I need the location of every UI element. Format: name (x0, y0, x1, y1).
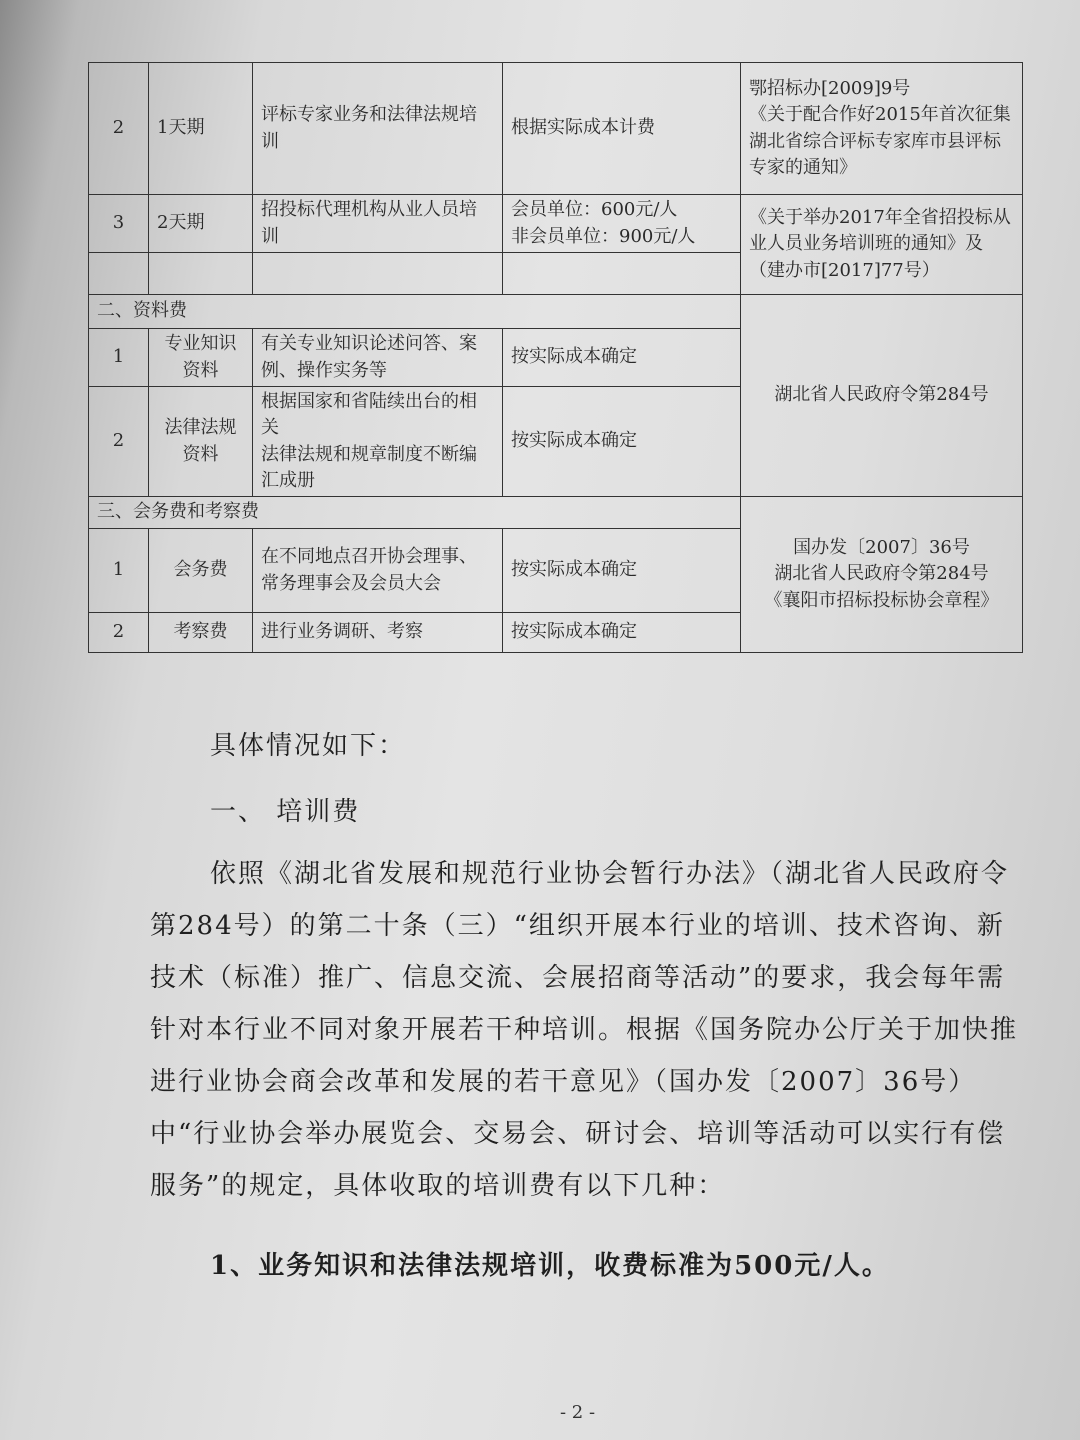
basis-line: 湖北省人民政府令第284号 (774, 563, 989, 585)
fee-table (88, 62, 1023, 653)
row-number: 1 (89, 529, 149, 613)
row-number: 3 (89, 195, 149, 253)
basis-line: 国办发〔2007〕36号 (793, 537, 970, 559)
fee-standard: 根据实际成本计费 (503, 63, 741, 195)
policy-basis (741, 63, 1023, 195)
fee-standard: 按实际成本确定 (503, 387, 741, 497)
section-header-row (89, 295, 1023, 329)
basis-line: 《襄阳市招标投标协会章程》 (764, 589, 999, 611)
policy-basis (741, 497, 1023, 653)
row-number: 1 (89, 329, 149, 387)
fee-item-1: 1、业务知识和法律法规培训，收费标准为500元/人。 (210, 1251, 890, 1281)
row-number: 2 (89, 387, 149, 497)
fee-standard: 按实际成本确定 (503, 529, 741, 613)
row-number: 2 (89, 63, 149, 195)
basis-line: 鄂招标办[2009]9号 (749, 78, 911, 100)
table-row (89, 195, 1023, 253)
basis-line: 《关于配合作好2015年首次征集湖北省综合评标专家库市县评标专家的通知》 (749, 104, 1011, 178)
fee-description (253, 387, 503, 497)
fee-name: 会务费 (149, 529, 253, 613)
training-item: 评标专家业务和法律法规培训 (253, 63, 503, 195)
fee-name: 考察费 (149, 613, 253, 653)
fee-standard: 按实际成本确定 (503, 329, 741, 387)
row-number: 2 (89, 613, 149, 653)
section-title: 二、资料费 (89, 295, 741, 329)
training-item: 招投标代理机构从业人员培训 (253, 195, 503, 253)
section-header-row (89, 497, 1023, 529)
fee-standard (503, 195, 741, 253)
section-title: 三、会务费和考察费 (89, 497, 741, 529)
desc-line: 法律法规和规章制度不断编汇成册 (261, 443, 477, 491)
fee-line: 会员单位：600元/人 (511, 199, 678, 221)
fee-line: 非会员单位：900元/人 (511, 225, 696, 247)
section-heading: 一、 培训费 (210, 797, 361, 827)
fee-standard: 按实际成本确定 (503, 613, 741, 653)
body-text (150, 720, 1020, 1292)
intro-text: 具体情况如下： (210, 731, 407, 761)
policy-basis: 湖北省人民政府令第284号 (741, 295, 1023, 497)
training-period: 2天期 (149, 195, 253, 253)
fee-name: 专业知识资料 (149, 329, 253, 387)
table-row (89, 63, 1023, 195)
training-period: 1天期 (149, 63, 253, 195)
fee-description: 有关专业知识论述问答、案例、操作实务等 (253, 329, 503, 387)
document-page (20, 0, 1080, 1440)
body-paragraph: 依照《湖北省发展和规范行业协会暂行办法》（湖北省人民政府令第284号）的第二十条（三）“组织开展本行业的培训、技术咨询、新技术（标准）推广、信息交流、会展招商等活动”的要求，我会每年需针对本行业不同对象开展若干种培训。根据《国务院办公厅关于加快推进行业协会商会改革和发展的若干意见》（国办发〔2007〕36号）中“行业协会举办展览会、交易会、研讨会、培训等活动可以实行有偿服务”的规定，具体收取的培训费有以下几种： (150, 859, 1019, 1201)
fee-description: 进行业务调研、考察 (253, 613, 503, 653)
fee-description: 在不同地点召开协会理事、常务理事会及会员大会 (253, 529, 503, 613)
desc-line: 根据国家和省陆续出台的相关 (261, 391, 477, 439)
fee-name: 法律法规资料 (149, 387, 253, 497)
page-number: - 2 - (560, 1402, 596, 1423)
policy-basis: 《关于举办2017年全省招投标从业人员业务培训班的通知》及（建办市[2017]77号） (741, 195, 1023, 295)
